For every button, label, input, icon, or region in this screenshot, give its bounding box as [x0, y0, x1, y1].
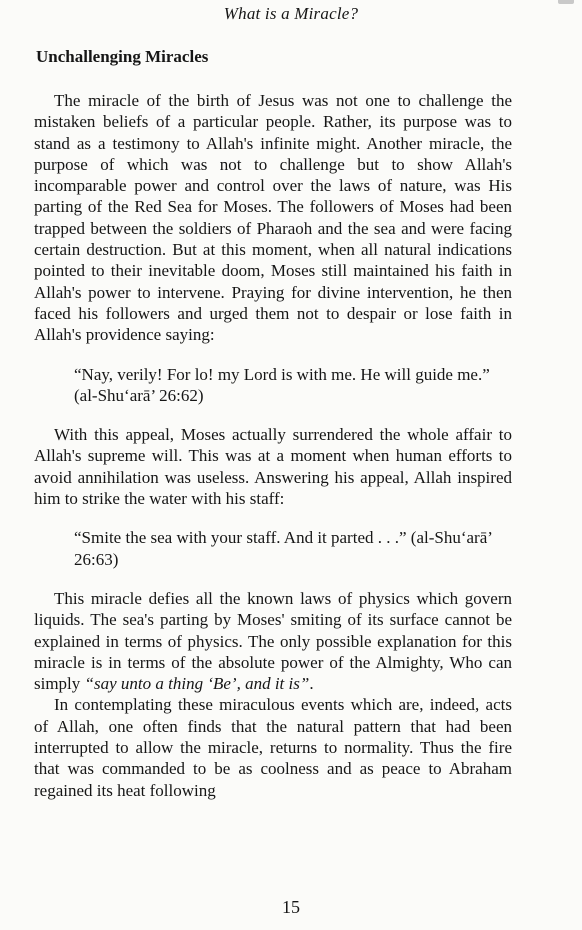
page-number: 15 — [282, 897, 300, 917]
block-quote: “Nay, verily! For lo! my Lord is with me. He will guide me.” (al-Shu‘arā’ 26:62) — [74, 364, 490, 405]
emphasized-quote: “say unto a thing ‘Be’, and it is” — [84, 674, 310, 694]
paragraph: The miracle of the birth of Jesus was not one to challenge the mistaken beliefs of a particular people. Rather, its purpose was to stand as a testimony to Allah's infinite might. Another miracle, the purpose of which was not to challenge but to show Allah's incomparable power and control over the laws of nature, was His parting of the Red Sea for Moses. The followers of Moses had been trapped between the soldiers of Pharaoh and the sea and were facing certain destruction. But at this moment, when all natural indications pointed to their inevitable doom, Moses still maintained his faith in Allah's power to intervene. Praying for divine intervention, he then faced his followers and urged them not to despair or lose faith in Allah's providence saying: — [34, 91, 512, 345]
paragraph: With this appeal, Moses actually surrendered the whole affair to Allah's supreme will. This was at a moment when human efforts to avoid annihilation was useless. Answering his appeal, Allah inspired him to strike the water with his staff: — [34, 425, 512, 509]
paragraph-text: This miracle defies all the known laws of physics which govern liquids. The sea's parting by Moses' smiting of its surface cannot be explained in terms of physics. The only possible explanation for this miracle is in terms of the absolute power of the Almighty, Who can simply — [34, 588, 512, 694]
body-text — [34, 90, 512, 801]
section-heading: Unchallenging Miracles — [36, 47, 209, 66]
running-head: What is a Miracle? — [223, 4, 359, 23]
paragraph-text: . — [309, 674, 314, 694]
block-quote: “Smite the sea with your staff. And it parted . . .” (al-Shu‘arā’ 26:63) — [74, 528, 492, 569]
paragraph — [34, 588, 512, 694]
paragraph: In contemplating these miraculous events which are, indeed, acts of Allah, one often finds that the natural pattern that had been interrupted to allow the miracle, returns to normality. Thus the fire that was commanded to be as coolness and as peace to Abraham regained its heat following — [34, 695, 512, 800]
